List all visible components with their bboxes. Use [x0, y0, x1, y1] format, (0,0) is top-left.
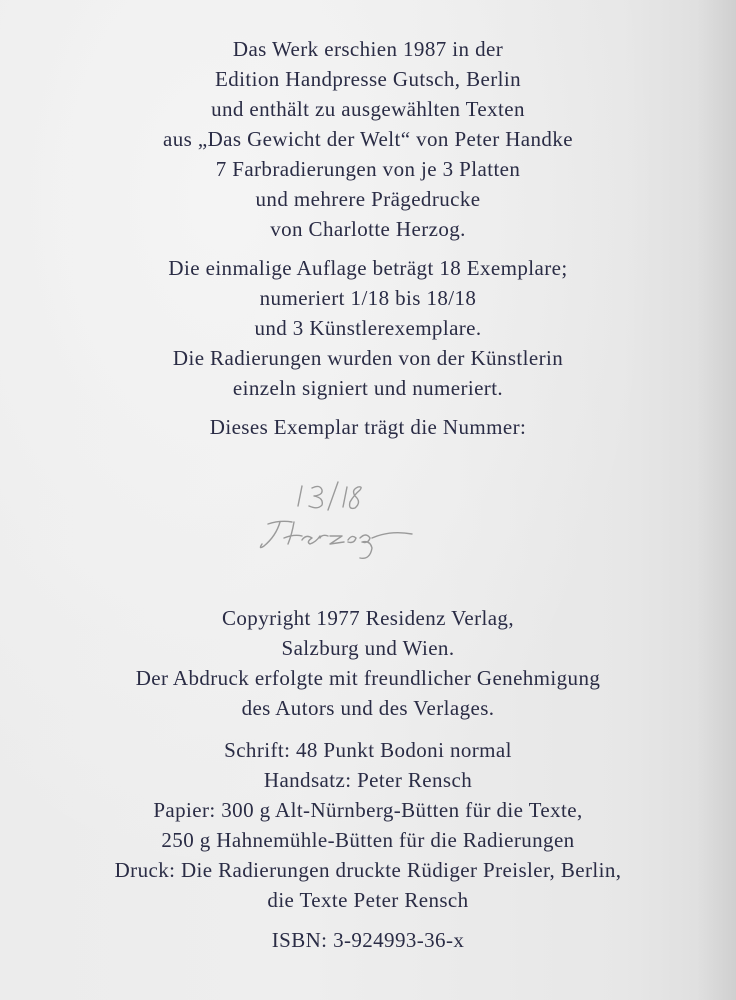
production-paragraph: [0, 735, 736, 915]
copy-number-label: [0, 412, 736, 442]
text-line: Dieses Exemplar trägt die Nummer:: [209, 415, 527, 439]
text-line: Edition Handpresse Gutsch, Berlin: [215, 67, 521, 91]
text-line: Handsatz: Peter Rensch: [263, 768, 473, 792]
text-line: einzeln signiert und numeriert.: [232, 376, 504, 400]
text-line: des Autors und des Verlages.: [241, 696, 495, 720]
text-line: Papier: 300 g Alt-Nürnberg-Bütten für die Texte,: [153, 798, 583, 822]
pencil-signature-drawing: [250, 478, 440, 568]
text-line: von Charlotte Herzog.: [270, 217, 466, 241]
text-line: Copyright 1977 Residenz Verlag,: [222, 606, 514, 630]
text-line: und mehrere Prägedrucke: [255, 187, 481, 211]
text-line: die Texte Peter Rensch: [267, 888, 469, 912]
text-line: 250 g Hahnemühle-Bütten für die Radierungen: [161, 828, 575, 852]
isbn-line: [0, 925, 736, 955]
text-line: Der Abdruck erfolgte mit freundlicher Genehmigung: [135, 666, 601, 690]
handwritten-number-13-18: [298, 482, 361, 510]
text-line: Schrift: 48 Punkt Bodoni normal: [224, 738, 512, 762]
handwritten-signature-herzog: [260, 521, 412, 558]
text-line: 7 Farbradierungen von je 3 Platten: [215, 157, 521, 181]
text-line: Druck: Die Radierungen druckte Rüdiger Preisler, Berlin,: [114, 858, 622, 882]
text-line: Die einmalige Auflage beträgt 18 Exemplare;: [168, 256, 568, 280]
edition-paragraph: [0, 253, 736, 403]
isbn-text: ISBN: 3-924993-36-x: [271, 928, 465, 952]
publication-paragraph: [0, 34, 736, 244]
text-line: numeriert 1/18 bis 18/18: [259, 286, 477, 310]
text-line: aus „Das Gewicht der Welt“ von Peter Handke: [163, 127, 573, 151]
text-line: und 3 Künstlerexemplare.: [254, 316, 482, 340]
handwritten-signature: [250, 478, 440, 568]
text-line: und enthält zu ausgewählten Texten: [211, 97, 525, 121]
text-line: Das Werk erschien 1987 in der: [232, 37, 504, 61]
copyright-paragraph: [0, 603, 736, 723]
text-line: Salzburg und Wien.: [281, 636, 455, 660]
text-line: Die Radierungen wurden von der Künstlerin: [172, 346, 564, 370]
